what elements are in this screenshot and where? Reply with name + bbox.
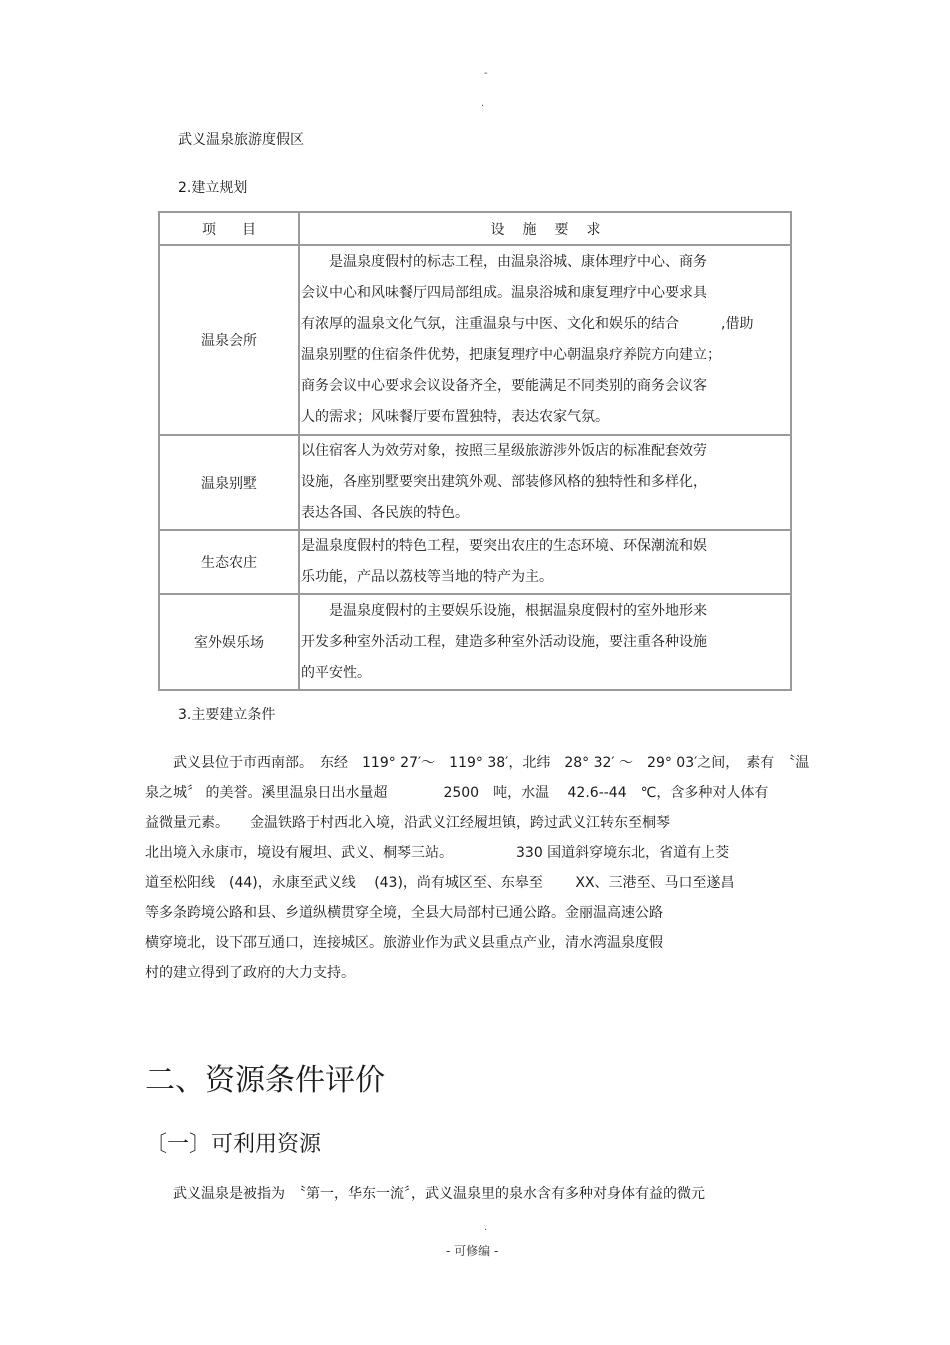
document-title: 武义温泉旅游度假区 [178, 132, 304, 148]
req-line: 是温泉度假村的主要娱乐设施，根据温泉度假村的室外地形来 [301, 603, 707, 619]
req-line: 是温泉度假村的特色工程，要突出农庄的生态环境、环保潮流和娱 [301, 538, 707, 554]
paragraph-line: 泉之城〞 的美誉。溪里温泉日出水量超 2500 吨，水温 42.6--44 ℃，含多种对人体有 [145, 785, 769, 801]
req-line: 以住宿客人为效劳对象，按照三星级旅游涉外饭店的标准配套效劳 [301, 443, 707, 459]
table-cell-req [299, 245, 791, 435]
table-cell-req [299, 435, 791, 530]
row-item-label: 温泉会所 [201, 333, 257, 349]
row-item-label: 生态农庄 [201, 555, 257, 571]
chapter-heading: 二、资源条件评价 [145, 1063, 385, 1098]
row-item-label: 温泉别墅 [201, 475, 257, 492]
table-cell-item [159, 435, 299, 530]
req-line: 商务会议中心要求会议设备齐全，要能满足不同类别的商务会议客 [301, 378, 707, 394]
req-line: 表达各国、各民族的特色。 [301, 505, 469, 521]
paragraph-line: 横穿境北，设下邵互通口，连接城区。旅游业作为武义县重点产业，清水湾温泉度假 [145, 935, 663, 951]
table-cell-item [159, 530, 299, 594]
table-header-row [159, 212, 791, 245]
req-line: 的平安性。 [301, 665, 371, 681]
resources-paragraph: 武义温泉是被指为 〝第一，华东一流〞，武义温泉里的泉水含有多种对身体有益的微元 [145, 1186, 705, 1202]
section-heading-conditions: 3.主要建立条件 [178, 707, 276, 723]
req-line: 开发多种室外活动工程，建造多种室外活动设施，要注重各种设施 [301, 634, 707, 650]
section-heading-plan: 2.建立规划 [178, 180, 248, 196]
req-line: 是温泉度假村的标志工程，由温泉浴城、康体理疗中心、商务 [301, 254, 707, 270]
table-row [159, 594, 791, 690]
subsection-heading: 〔一〕可利用资源 [145, 1132, 322, 1157]
row-item-label: 室外娱乐场 [194, 635, 264, 651]
table-row [159, 435, 791, 530]
table-header-item-label: 项目 [202, 221, 282, 238]
paragraph-line: 武义县位于市西南部。 东经 119° 27′～ 119° 38′，北纬 28° 32′ ～ 29° 03′之间， 素有 〝温 [145, 755, 810, 771]
table-header-req-label: 设施要求 [490, 221, 619, 238]
table-header-req [299, 212, 791, 245]
table-cell-item [159, 594, 299, 690]
paragraph-line: 道至松阳线 (44)，永康至武义线 (43)，尚有城区至、东皋至 XX、三港至、马口至遂昌 [145, 875, 735, 891]
table-row [159, 245, 791, 435]
header-dot-mark: . [481, 98, 485, 109]
req-line: 有浓厚的温泉文化气氛，注重温泉与中医、文化和娱乐的结合 ,借助 [301, 316, 754, 332]
facilities-table [158, 211, 792, 691]
req-line: 人的需求；风味餐厅要布置独特，表达农家气氛。 [301, 409, 609, 425]
paragraph-line: 等多条跨境公路和县、乡道纵横贯穿全境，全县大局部村已通公路。金丽温高速公路 [145, 905, 663, 921]
table-row [159, 530, 791, 594]
table-cell-req [299, 530, 791, 594]
footer-dot-mark: . [484, 1222, 488, 1233]
req-line: 温泉别墅的住宿条件优势，把康复理疗中心朝温泉疗养院方向建立； [301, 347, 721, 363]
conditions-paragraph [145, 748, 809, 988]
table-header-item [159, 212, 299, 245]
req-line: 乐功能，产品以荔枝等当地的特产为主。 [301, 569, 553, 585]
paragraph-line: 益微量元素。 金温铁路于村西北入境，沿武义江经履坦镇，跨过武义江转东至桐琴 [145, 815, 670, 831]
table-cell-req [299, 594, 791, 690]
header-dash-mark: - [484, 68, 488, 79]
paragraph-line: 村的建立得到了政府的大力支持。 [145, 965, 355, 981]
req-line: 会议中心和风味餐厅四局部组成。温泉浴城和康复理疗中心要求具 [301, 285, 707, 301]
paragraph-line: 北出境入永康市，境设有履坦、武义、桐琴三站。 330 国道斜穿境东北，省道有上茭 [145, 845, 730, 861]
table-cell-item [159, 245, 299, 435]
page-footer: - 可修编 - [446, 1244, 499, 1258]
req-line: 设施，各座别墅要突出建筑外观、部装修风格的独特性和多样化， [301, 474, 707, 490]
